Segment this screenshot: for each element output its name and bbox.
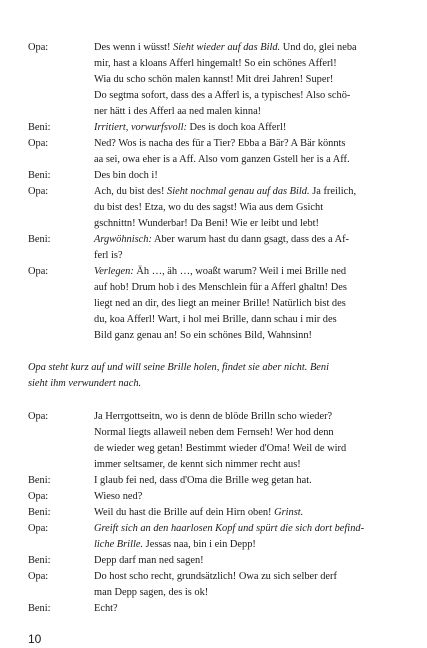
text-segment: Und do, glei neba (280, 42, 357, 53)
italic-segment: sieht ihm verwundert nach. (28, 378, 142, 389)
text-segment: Ach, du bist des! (94, 186, 168, 197)
text-line (0, 425, 427, 440)
text-segment: Des bin doch i! (94, 170, 158, 181)
line-text (94, 521, 364, 536)
text-segment: Jessas naa, bin i ein Depp! (143, 539, 256, 550)
speaker-label: Beni: (28, 555, 51, 566)
text-line (0, 553, 427, 568)
text-segment: Wia du scho schön malen kannst! Mit drei Jahren! Super! (94, 74, 334, 85)
text-line (0, 152, 427, 167)
text-line (0, 312, 427, 327)
speaker-label: Beni: (28, 603, 51, 614)
text-segment: Ja freilich, (309, 186, 357, 197)
text-segment: Do segtma sofort, dass des a Afferl is, a typisches! Also schö- (94, 90, 351, 101)
text-line (0, 409, 427, 424)
speaker-label: Opa: (28, 523, 49, 534)
speaker-label: Opa: (28, 411, 49, 422)
line-text (94, 601, 118, 616)
text-line (0, 216, 427, 231)
text-segment: Wieso ned? (94, 491, 143, 502)
text-segment: I glaub fei ned, dass d'Oma die Brille weg getan hat. (94, 475, 312, 486)
text-segment: Ja Herrgottseitn, wo is denn de blöde Brilln scho wieder? (94, 411, 333, 422)
line-text (94, 200, 323, 215)
text-line (0, 72, 427, 87)
text-line (0, 40, 427, 55)
line-text (94, 457, 301, 472)
line-text (94, 296, 346, 311)
stage-direction (28, 376, 141, 391)
line-text (94, 248, 123, 263)
text-line (0, 280, 427, 295)
line-text (94, 136, 345, 151)
text-line (0, 232, 427, 247)
text-segment: de wieder weg getan! Bestimmt wieder d'Oma! Weil de wird (94, 443, 347, 454)
line-text (94, 232, 349, 247)
text-line (0, 104, 427, 119)
text-segment: auf hob! Drum hob i des Menschlein für a Afferl ghaltn! Des (94, 282, 347, 293)
line-text (94, 184, 356, 199)
text-segment: Ned? Wos is nacha des für a Tier? Ebba a Bär? A Bär könnts (94, 138, 346, 149)
speaker-label: Beni: (28, 475, 51, 486)
speaker-label: Beni: (28, 170, 51, 181)
line-text (94, 425, 334, 440)
speaker-label: Opa: (28, 571, 49, 582)
text-segment: Do host scho recht, grundsätzlich! Owa zu sich selber derf (94, 571, 337, 582)
line-text (94, 569, 337, 584)
speaker-label: Opa: (28, 491, 49, 502)
italic-segment: liche Brille. (94, 539, 144, 550)
speaker-label: Beni: (28, 507, 51, 518)
text-segment: aa sei, owa eher is a Aff. Also vom ganzen Gstell her is a Aff. (94, 154, 350, 165)
text-line (0, 376, 427, 391)
line-text (94, 489, 142, 504)
text-segment: Bild ganz genau an! So ein schönes Bild, Wahnsinn! (94, 330, 313, 341)
text-line (0, 200, 427, 215)
speaker-label: Beni: (28, 122, 51, 133)
text-segment: gschnittn! Wunderbar! Da Beni! Wie er leibt und lebt! (94, 218, 319, 229)
text-segment: du, koa Afferl! Wart, i hol mei Brille, dann schau i mir des (94, 314, 337, 325)
line-text (94, 88, 350, 103)
line-text (94, 104, 261, 119)
text-line (0, 585, 427, 600)
text-segment: liegt ned an dir, des liegt an meiner Brille! Natürlich bist des (94, 298, 346, 309)
line-text (94, 280, 347, 295)
speaker-label: Opa: (28, 42, 49, 53)
line-text (94, 152, 350, 167)
line-text (94, 40, 357, 55)
line-text (94, 264, 346, 279)
line-text (94, 473, 312, 488)
text-line (0, 601, 427, 616)
text-line (0, 56, 427, 71)
text-line (0, 136, 427, 151)
page-number: 10 (28, 632, 42, 646)
italic-segment: Grinst. (274, 507, 304, 518)
text-segment: du bist des! Etza, wo du des sagst! Wia aus dem Gsicht (94, 202, 324, 213)
line-text (94, 328, 312, 343)
text-line (0, 184, 427, 199)
text-line (0, 457, 427, 472)
text-line (0, 120, 427, 135)
line-text (94, 537, 256, 552)
text-line (0, 505, 427, 520)
speaker-label: Beni: (28, 234, 51, 245)
line-text (94, 441, 346, 456)
text-segment: Depp darf man ned sagen! (94, 555, 204, 566)
line-text (94, 56, 337, 71)
text-line (0, 168, 427, 183)
italic-segment: Verlegen: (94, 266, 134, 277)
italic-segment: Sieht nochmal genau auf das Bild. (167, 186, 310, 197)
text-segment: Des is doch koa Afferl! (186, 122, 287, 133)
text-line (0, 248, 427, 263)
text-segment: ferl is? (94, 250, 123, 261)
line-text (94, 216, 319, 231)
text-segment: Weil du hast die Brille auf dein Hirn oben! (94, 507, 275, 518)
italic-segment: Argwöhnisch: (94, 234, 152, 245)
text-segment: man Depp sagen, des is ok! (94, 587, 209, 598)
line-text (94, 553, 204, 568)
text-segment: Echt? (94, 603, 118, 614)
speaker-label: Opa: (28, 266, 49, 277)
text-line (0, 296, 427, 311)
text-line (0, 264, 427, 279)
text-segment: Normal liegts allaweil neben dem Fernseh! Wer hod denn (94, 427, 334, 438)
line-text (94, 505, 303, 520)
italic-segment: Irritiert, vorwurfsvoll: (94, 122, 187, 133)
text-line (0, 473, 427, 488)
italic-segment: Opa steht kurz auf und will seine Brille holen, findet sie aber nicht. Beni (28, 362, 329, 373)
line-text (94, 585, 208, 600)
text-line (0, 328, 427, 343)
text-segment: ner hätt i des Afferl aa ned malen kinna! (94, 106, 262, 117)
text-segment: Des wenn i wüsst! (94, 42, 174, 53)
line-text (94, 312, 337, 327)
text-segment: Aber warum hast du dann gsagt, dass des a Af- (151, 234, 350, 245)
text-line (0, 521, 427, 536)
italic-segment: Sieht wieder auf das Bild. (173, 42, 281, 53)
speaker-label: Opa: (28, 138, 49, 149)
line-text (94, 120, 286, 135)
stage-direction (28, 360, 329, 375)
italic-segment: Greift sich an den haarlosen Kopf und spürt die sich dort befind- (94, 523, 365, 534)
text-line (0, 489, 427, 504)
text-segment: mir, hast a kloans Afferl hingemalt! So ein schönes Afferl! (94, 58, 337, 69)
text-line (0, 537, 427, 552)
line-text (94, 72, 333, 87)
text-line (0, 88, 427, 103)
text-segment: Äh …, äh …, woaßt warum? Weil i mei Brille ned (133, 266, 347, 277)
text-line (0, 441, 427, 456)
speaker-label: Opa: (28, 186, 49, 197)
line-text (94, 168, 158, 183)
text-segment: immer seltsamer, de kennt sich nimmer recht aus! (94, 459, 301, 470)
line-text (94, 409, 332, 424)
text-line (0, 569, 427, 584)
text-line (0, 360, 427, 375)
